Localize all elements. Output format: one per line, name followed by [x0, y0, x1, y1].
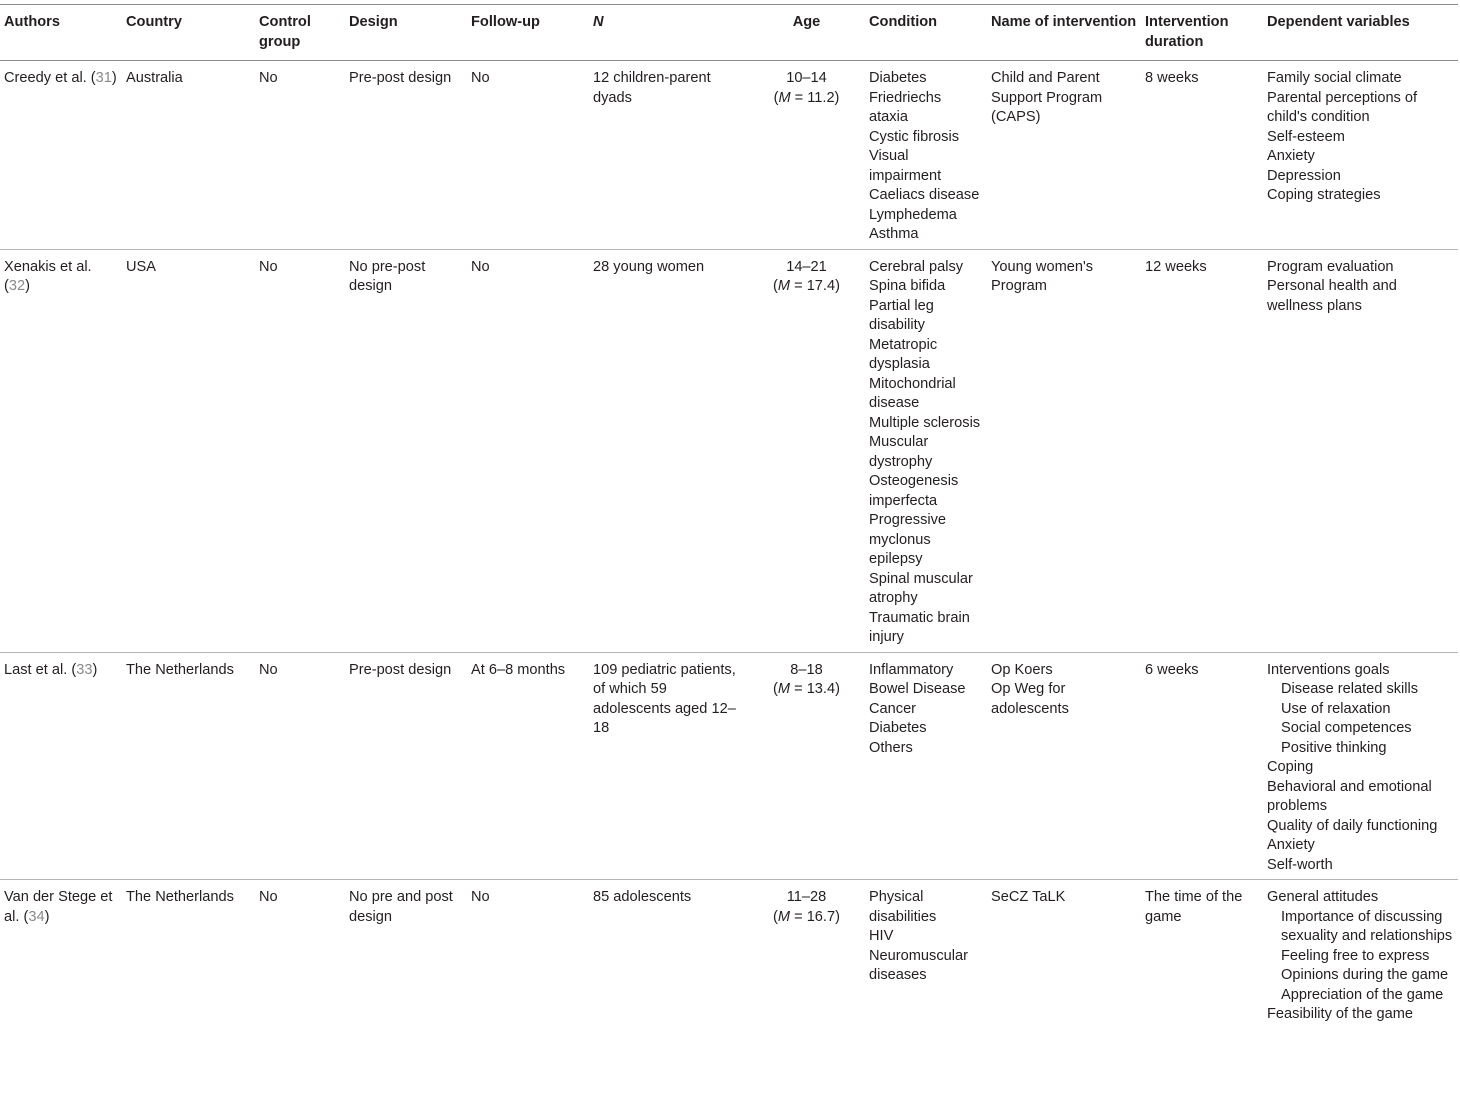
text-line: Cancer: [869, 700, 917, 717]
intervention-duration-cell: [1141, 61, 1263, 250]
intervention-duration-value: The time of the game: [1145, 889, 1243, 925]
condition-cell: [865, 880, 987, 1029]
follow-up-cell: [467, 249, 589, 652]
text-line: Social competences: [1281, 720, 1412, 736]
text-line: Appreciation of the game: [1281, 986, 1444, 1003]
header-condition: Condition: [869, 14, 938, 30]
authors-cell: [0, 249, 122, 652]
studies-table: [0, 4, 1458, 1029]
country-cell: [122, 652, 255, 880]
header-dependent-variables: Dependent variables: [1267, 14, 1410, 30]
age-mean: [752, 277, 861, 297]
header-country: Country: [126, 14, 182, 30]
intervention-duration-cell: [1141, 880, 1263, 1029]
control-group-value: No: [259, 70, 278, 86]
text-line: Coping: [1267, 759, 1314, 775]
text-line: HIV: [869, 928, 894, 944]
country-value: The Netherlands: [126, 661, 234, 678]
age-cell: [748, 880, 865, 1029]
intervention-name: [991, 258, 1137, 297]
table-row: [0, 652, 1458, 880]
author-close: ): [44, 908, 50, 925]
citation-link: 34: [28, 908, 45, 925]
intervention-name: [991, 661, 1137, 720]
control-group-cell: [255, 880, 345, 1029]
text-line: Child and Parent Support Program (CAPS): [991, 70, 1103, 125]
age-cell: [748, 249, 865, 652]
control-group-cell: [255, 652, 345, 880]
text-line: Opinions during the game: [1281, 967, 1449, 983]
country-cell: [122, 880, 255, 1029]
dependent-variables-cell: [1263, 880, 1458, 1029]
text-line: Anxiety: [1267, 148, 1315, 164]
text-line: Quality of daily functioning: [1267, 817, 1438, 834]
age-mean-label: M: [777, 681, 791, 697]
author-close: ): [111, 70, 117, 86]
follow-up-cell: [467, 61, 589, 250]
age-range: 10–14: [786, 70, 827, 86]
author-close: ): [92, 661, 98, 678]
country-cell: [122, 61, 255, 250]
control-group-value: No: [259, 258, 278, 275]
age-mean-open: (: [773, 681, 778, 697]
intervention-name: [991, 69, 1137, 128]
citation-link: 32: [8, 278, 26, 294]
age-mean-open: (: [773, 908, 778, 925]
header-follow-up: Follow-up: [471, 14, 540, 30]
text-line: Mitochondrial disease: [869, 375, 956, 411]
age-mean: [752, 680, 861, 700]
text-line: Diabetes: [869, 70, 927, 86]
n-value: 12 children-parent dyads: [593, 70, 711, 106]
text-line: Diabetes: [869, 720, 927, 736]
text-line: Asthma: [869, 226, 919, 242]
intervention-name: [991, 888, 1137, 908]
n-cell: [589, 652, 748, 880]
authors-cell: [0, 61, 122, 250]
n-value: 28 young women: [593, 258, 705, 275]
header-name-of-intervention: Name of intervention: [991, 14, 1137, 30]
age-range: 14–21: [786, 258, 827, 275]
text-line: Op Weg for adolescents: [991, 681, 1069, 717]
intervention-name-cell: [987, 249, 1141, 652]
text-line: Osteogenesis imperfecta: [869, 473, 959, 509]
text-line: Others: [869, 739, 913, 756]
text-line: Spinal muscular atrophy: [869, 570, 973, 606]
authors-cell: [0, 652, 122, 880]
age-mean-open: (: [773, 89, 779, 106]
age-range: 11–28: [786, 889, 827, 905]
text-line: Positive thinking: [1281, 739, 1387, 756]
age-mean-value: = 13.4): [790, 681, 840, 697]
text-line: Self-esteem: [1267, 128, 1345, 145]
author-close: ): [25, 278, 30, 294]
text-line: SeCZ TaLK: [991, 889, 1066, 905]
follow-up-value: At 6–8 months: [471, 661, 566, 678]
n-value: 109 pediatric patients, of which 59 adolescents aged 12–18: [593, 661, 736, 736]
author-name: Xenakis et al. (: [4, 258, 92, 294]
age-mean: [752, 89, 861, 109]
text-line: Inflammatory Bowel Disease: [869, 661, 966, 697]
text-line: Importance of discussing sexuality and relationships: [1281, 908, 1453, 944]
dependent-variables-rest: [1267, 1005, 1454, 1025]
citation-link: 31: [95, 70, 112, 86]
dependent-variables-sub: [1267, 908, 1454, 1006]
n-value: 85 adolescents: [593, 889, 692, 905]
condition-list: [869, 661, 983, 759]
country-value: USA: [126, 258, 157, 275]
age-mean-open: (: [773, 278, 778, 294]
condition-list: [869, 888, 983, 986]
dependent-variables-sub: [1267, 680, 1454, 758]
design-cell: [345, 880, 467, 1029]
text-line: Cystic fibrosis: [869, 128, 960, 145]
text-line: Feasibility of the game: [1267, 1006, 1414, 1022]
country-value: The Netherlands: [126, 889, 234, 905]
design-value: Pre-post design: [349, 661, 452, 678]
text-line: Lymphedema: [869, 206, 957, 223]
text-line: Family social climate Parental perceptions of child's condition: [1267, 70, 1418, 125]
table-row: [0, 880, 1458, 1029]
country-cell: [122, 249, 255, 652]
header-control-group: Control group: [259, 14, 311, 50]
dependent-variables-cell: [1263, 249, 1458, 652]
condition-list: [869, 69, 983, 245]
dependent-variables-list: [1267, 69, 1454, 206]
author-name: Van der Stege et al. (: [4, 889, 113, 925]
text-line: Op Koers: [991, 661, 1053, 678]
intervention-duration-cell: [1141, 652, 1263, 880]
dependent-variables-main: [1267, 888, 1454, 908]
design-cell: [345, 249, 467, 652]
text-line: Caeliacs disease: [869, 187, 980, 203]
text-line: Metatropic dysplasia: [869, 336, 938, 372]
dependent-variables-rest: [1267, 758, 1454, 875]
header-n: N: [593, 14, 604, 30]
text-line: Traumatic brain injury: [869, 609, 970, 645]
header-intervention-duration: Intervention duration: [1145, 14, 1229, 50]
intervention-name-cell: [987, 880, 1141, 1029]
text-line: Anxiety: [1267, 837, 1315, 853]
age-mean: [752, 908, 861, 928]
text-line: Visual impairment: [869, 148, 942, 184]
header-age: Age: [792, 14, 821, 30]
condition-list: [869, 258, 983, 648]
text-line: Program evaluation: [1267, 258, 1394, 275]
text-line: Depression: [1267, 167, 1341, 184]
table-body: [0, 61, 1458, 1029]
text-line: Disease related skills: [1281, 681, 1419, 697]
dependent-variables-main: [1267, 661, 1454, 681]
header-design: Design: [349, 14, 398, 30]
country-value: Australia: [126, 70, 183, 86]
text-line: Behavioral and emotional problems: [1267, 778, 1432, 814]
text-line: Interventions goals: [1267, 661, 1390, 678]
text-line: Self-worth: [1267, 856, 1333, 873]
age-mean-label: M: [777, 278, 791, 294]
text-line: Use of relaxation: [1281, 700, 1391, 717]
condition-cell: [865, 61, 987, 250]
follow-up-cell: [467, 880, 589, 1029]
age-cell: [748, 652, 865, 880]
text-line: Neuromuscular diseases: [869, 947, 968, 983]
intervention-duration-value: 6 weeks: [1145, 661, 1199, 678]
age-range: 8–18: [790, 661, 823, 678]
text-line: Friedriechs ataxia: [869, 89, 942, 125]
text-line: Young women's Program: [991, 258, 1094, 294]
header-row: [0, 5, 1458, 61]
text-line: Spina bifida: [869, 278, 946, 294]
design-value: Pre-post design: [349, 70, 452, 86]
table-row: [0, 249, 1458, 652]
text-line: Cerebral palsy: [869, 258, 964, 275]
intervention-duration-value: 8 weeks: [1145, 70, 1199, 86]
follow-up-value: No: [471, 70, 490, 86]
dependent-variables-cell: [1263, 61, 1458, 250]
control-group-cell: [255, 249, 345, 652]
authors-cell: [0, 880, 122, 1029]
text-line: Progressive myclonus epilepsy: [869, 512, 947, 567]
follow-up-cell: [467, 652, 589, 880]
age-cell: [748, 61, 865, 250]
design-value: No pre and post design: [349, 889, 453, 925]
intervention-name-cell: [987, 652, 1141, 880]
dependent-variables-list: [1267, 258, 1454, 317]
condition-cell: [865, 652, 987, 880]
table-row: [0, 61, 1458, 250]
author-name: Last et al. (: [4, 661, 77, 678]
age-mean-value: = 16.7): [790, 908, 840, 925]
text-line: Muscular dystrophy: [869, 434, 933, 470]
intervention-name-cell: [987, 61, 1141, 250]
header-authors: Authors: [4, 14, 60, 30]
n-cell: [589, 61, 748, 250]
design-cell: [345, 652, 467, 880]
text-line: Multiple sclerosis: [869, 414, 981, 431]
text-line: General attitudes: [1267, 889, 1379, 905]
age-mean-label: M: [777, 908, 791, 925]
control-group-value: No: [259, 889, 278, 905]
design-cell: [345, 61, 467, 250]
control-group-value: No: [259, 661, 278, 678]
design-value: No pre-post design: [349, 258, 426, 294]
follow-up-value: No: [471, 258, 490, 275]
age-mean-label: M: [778, 89, 791, 106]
condition-cell: [865, 249, 987, 652]
text-line: Coping strategies: [1267, 187, 1381, 203]
intervention-duration-cell: [1141, 249, 1263, 652]
text-line: Partial leg disability: [869, 297, 934, 333]
text-line: Personal health and wellness plans: [1267, 278, 1397, 314]
intervention-duration-value: 12 weeks: [1145, 258, 1207, 275]
n-cell: [589, 880, 748, 1029]
control-group-cell: [255, 61, 345, 250]
citation-link: 33: [76, 661, 93, 678]
text-line: Physical disabilities: [869, 889, 937, 925]
text-line: Feeling free to express: [1281, 947, 1430, 964]
dependent-variables-cell: [1263, 652, 1458, 880]
age-mean-value: = 17.4): [790, 278, 840, 294]
follow-up-value: No: [471, 889, 490, 905]
n-cell: [589, 249, 748, 652]
age-mean-value: = 11.2): [790, 89, 840, 106]
author-name: Creedy et al. (: [4, 70, 96, 86]
